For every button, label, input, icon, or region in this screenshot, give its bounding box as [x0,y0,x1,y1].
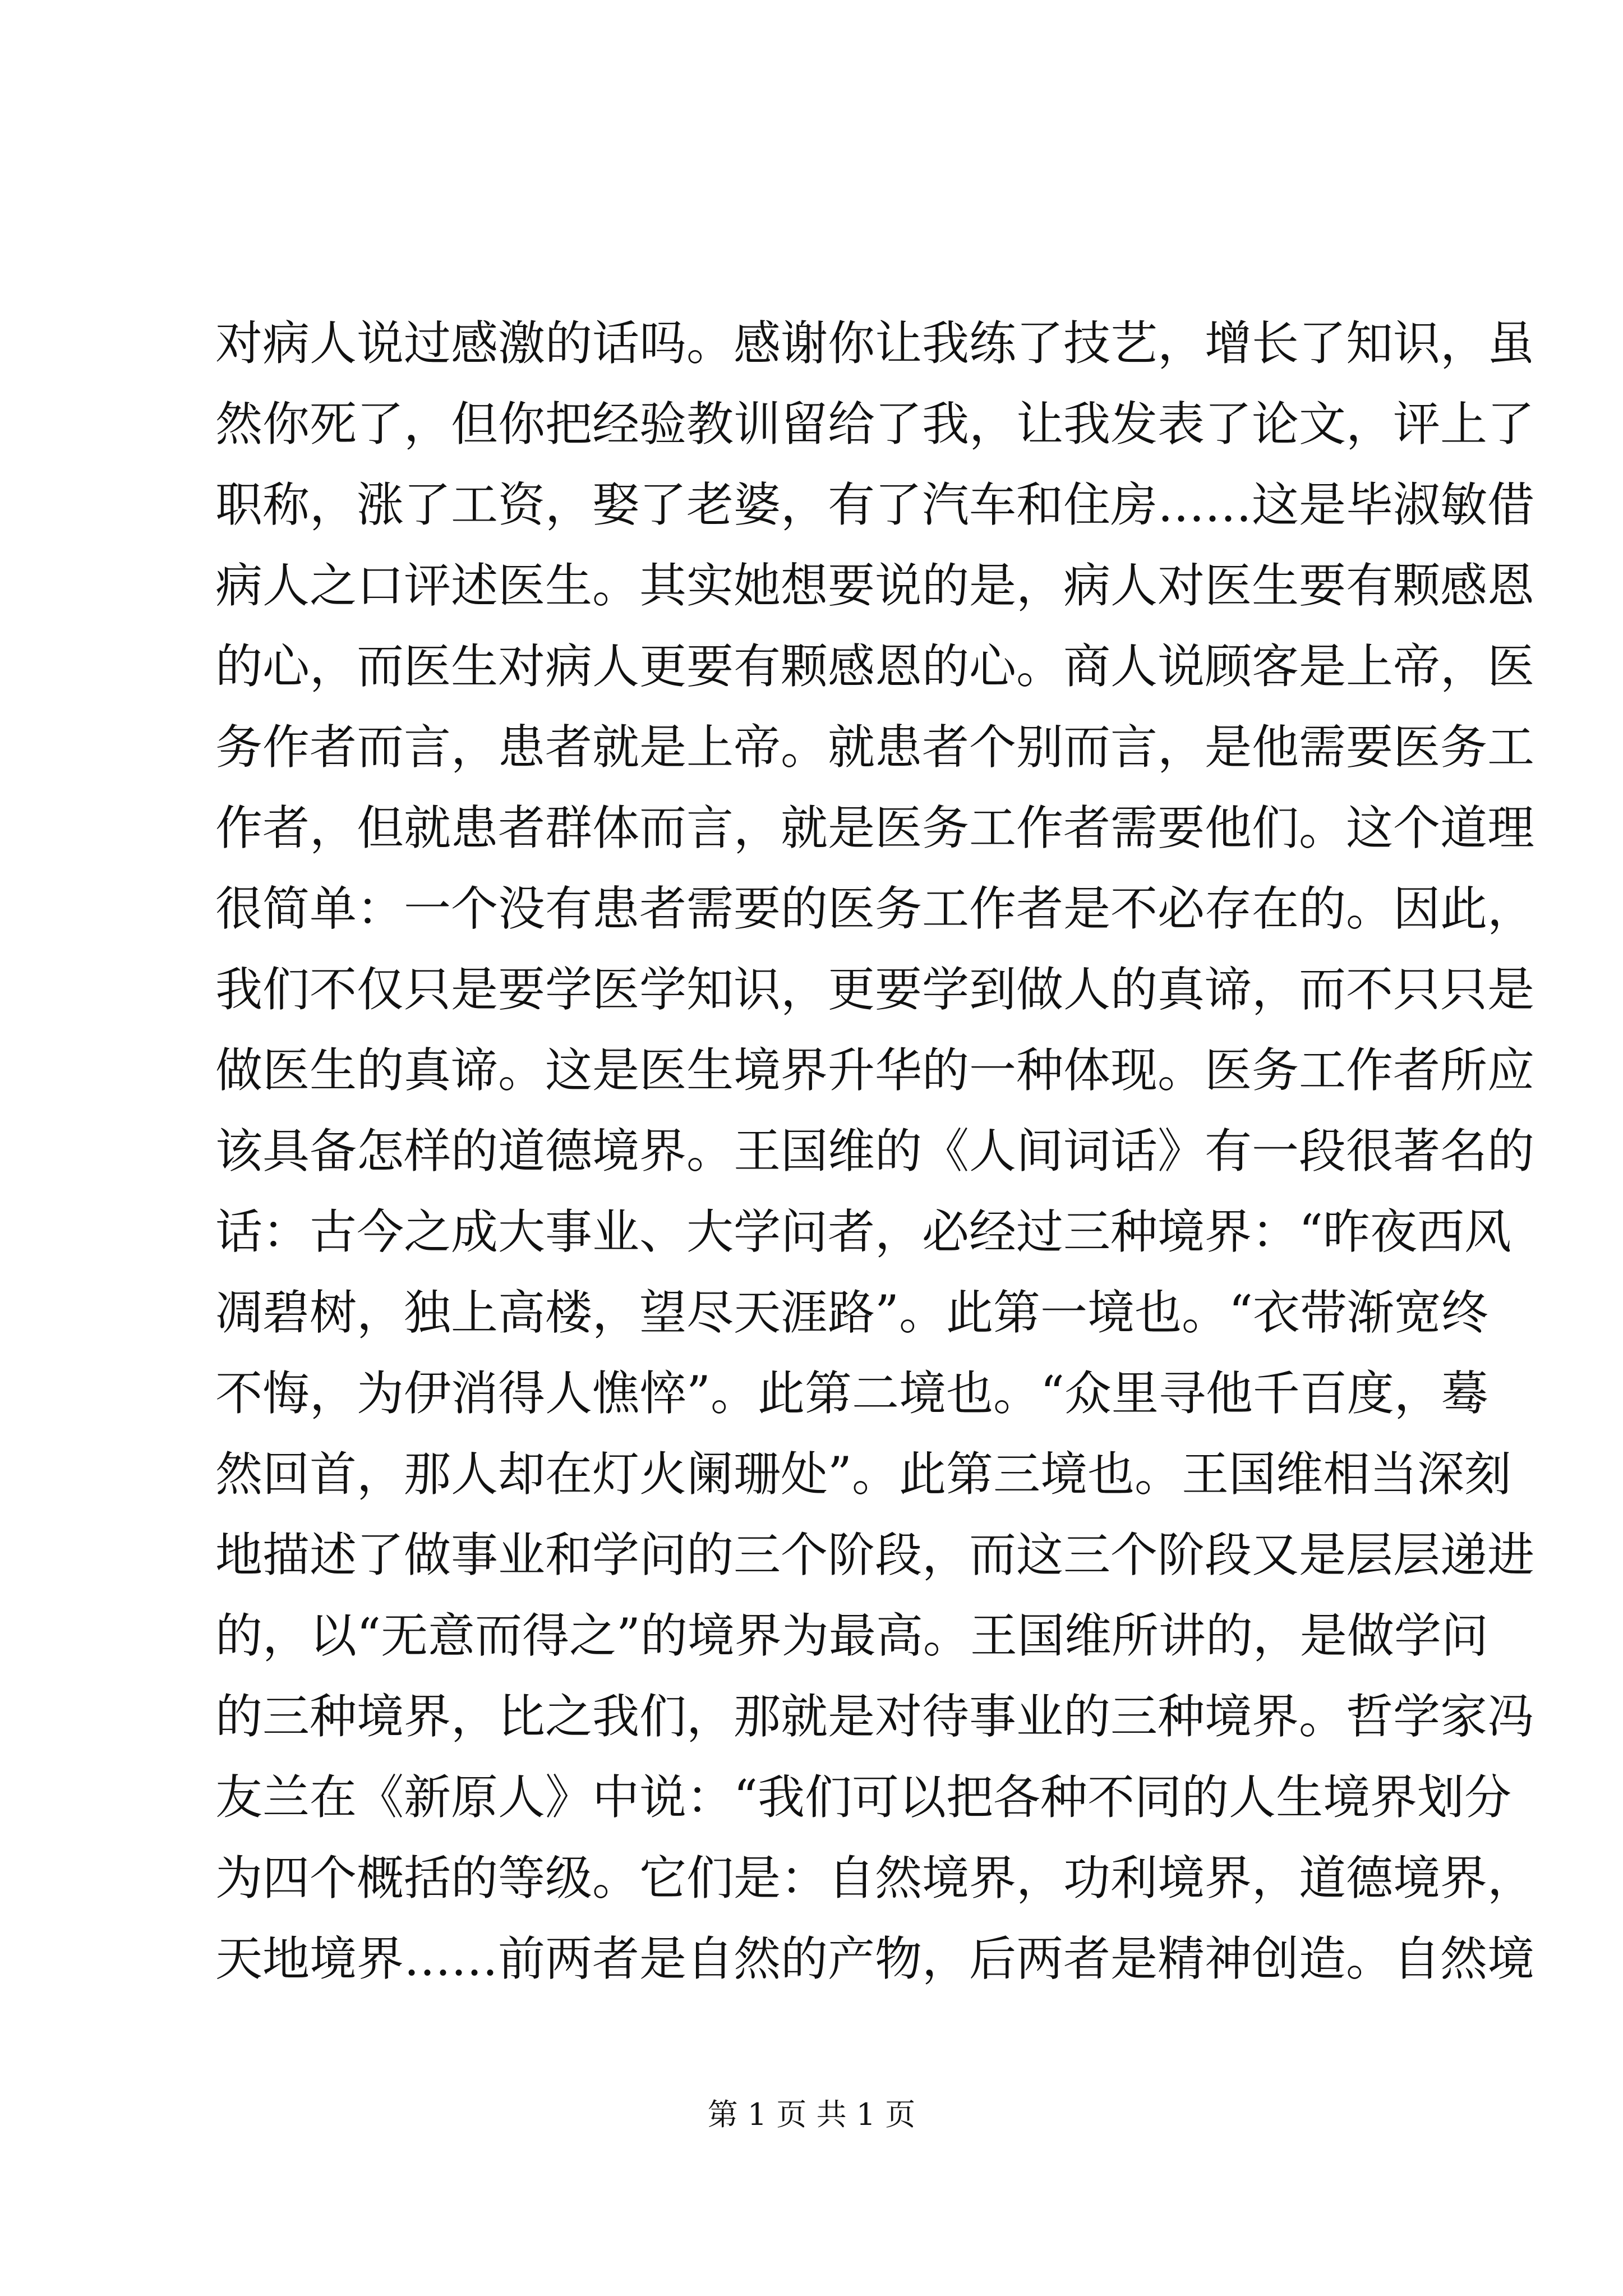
text-line: 职称，涨了工资，娶了老婆，有了汽车和住房……这是毕淑敏借 [215,477,1535,532]
text-line: 凋碧树，独上高楼，望尽天涯路”。此第一境也。“衣带渐宽终 [215,1285,1488,1340]
text-line: 天地境界……前两者是自然的产物，后两者是精神创造。自然境 [215,1931,1535,1986]
text-line: 病人之口评述医生。其实她想要说的是，病人对医生要有颗感恩 [215,558,1535,613]
text-line: 务作者而言，患者就是上帝。就患者个别而言，是他需要医务工 [215,720,1535,775]
text-line: 话：古今之成大事业、大学问者，必经过三种境界：“昨夜西风 [215,1204,1511,1259]
text-line: 的三种境界，比之我们，那就是对待事业的三种境界。哲学家冯 [215,1689,1535,1744]
page-footer: 第 1 页 共 1 页 [707,2097,916,2132]
text-line: 友兰在《新原人》中说：“我们可以把各种不同的人生境界划分 [215,1770,1511,1825]
text-line: 不悔，为伊消得人憔悴”。此第二境也。“众里寻他千百度，蓦 [215,1366,1488,1421]
text-line: 很简单：一个没有患者需要的医务工作者是不必存在的。因此， [215,881,1535,936]
text-line: 然你死了，但你把经验教训留给了我，让我发表了论文，评上了 [215,397,1535,452]
text-line: 地描述了做事业和学问的三个阶段，而这三个阶段又是层层递进 [215,1527,1535,1582]
text-line: 我们不仅只是要学医学知识，更要学到做人的真谛，而不只只是 [215,962,1535,1017]
text-line: 然回首，那人却在灯火阑珊处”。此第三境也。王国维相当深刻 [215,1447,1511,1502]
text-line: 作者，但就患者群体而言，就是医务工作者需要他们。这个道理 [215,800,1535,855]
text-line: 的心，而医生对病人更要有颗感恩的心。商人说顾客是上帝，医 [215,639,1535,694]
text-line: 的，以“无意而得之”的境界为最高。王国维所讲的，是做学问 [215,1608,1488,1663]
body-text [215,303,1535,1999]
text-line: 该具备怎样的道德境界。王国维的《人间词话》有一段很著名的 [215,1124,1535,1179]
text-line: 做医生的真谛。这是医生境界升华的一种体现。医务工作者所应 [215,1043,1535,1098]
text-line: 为四个概括的等级。它们是：自然境界，功利境界，道德境界， [215,1851,1535,1906]
text-line: 对病人说过感激的话吗。感谢你让我练了技艺，增长了知识，虽 [215,316,1535,371]
